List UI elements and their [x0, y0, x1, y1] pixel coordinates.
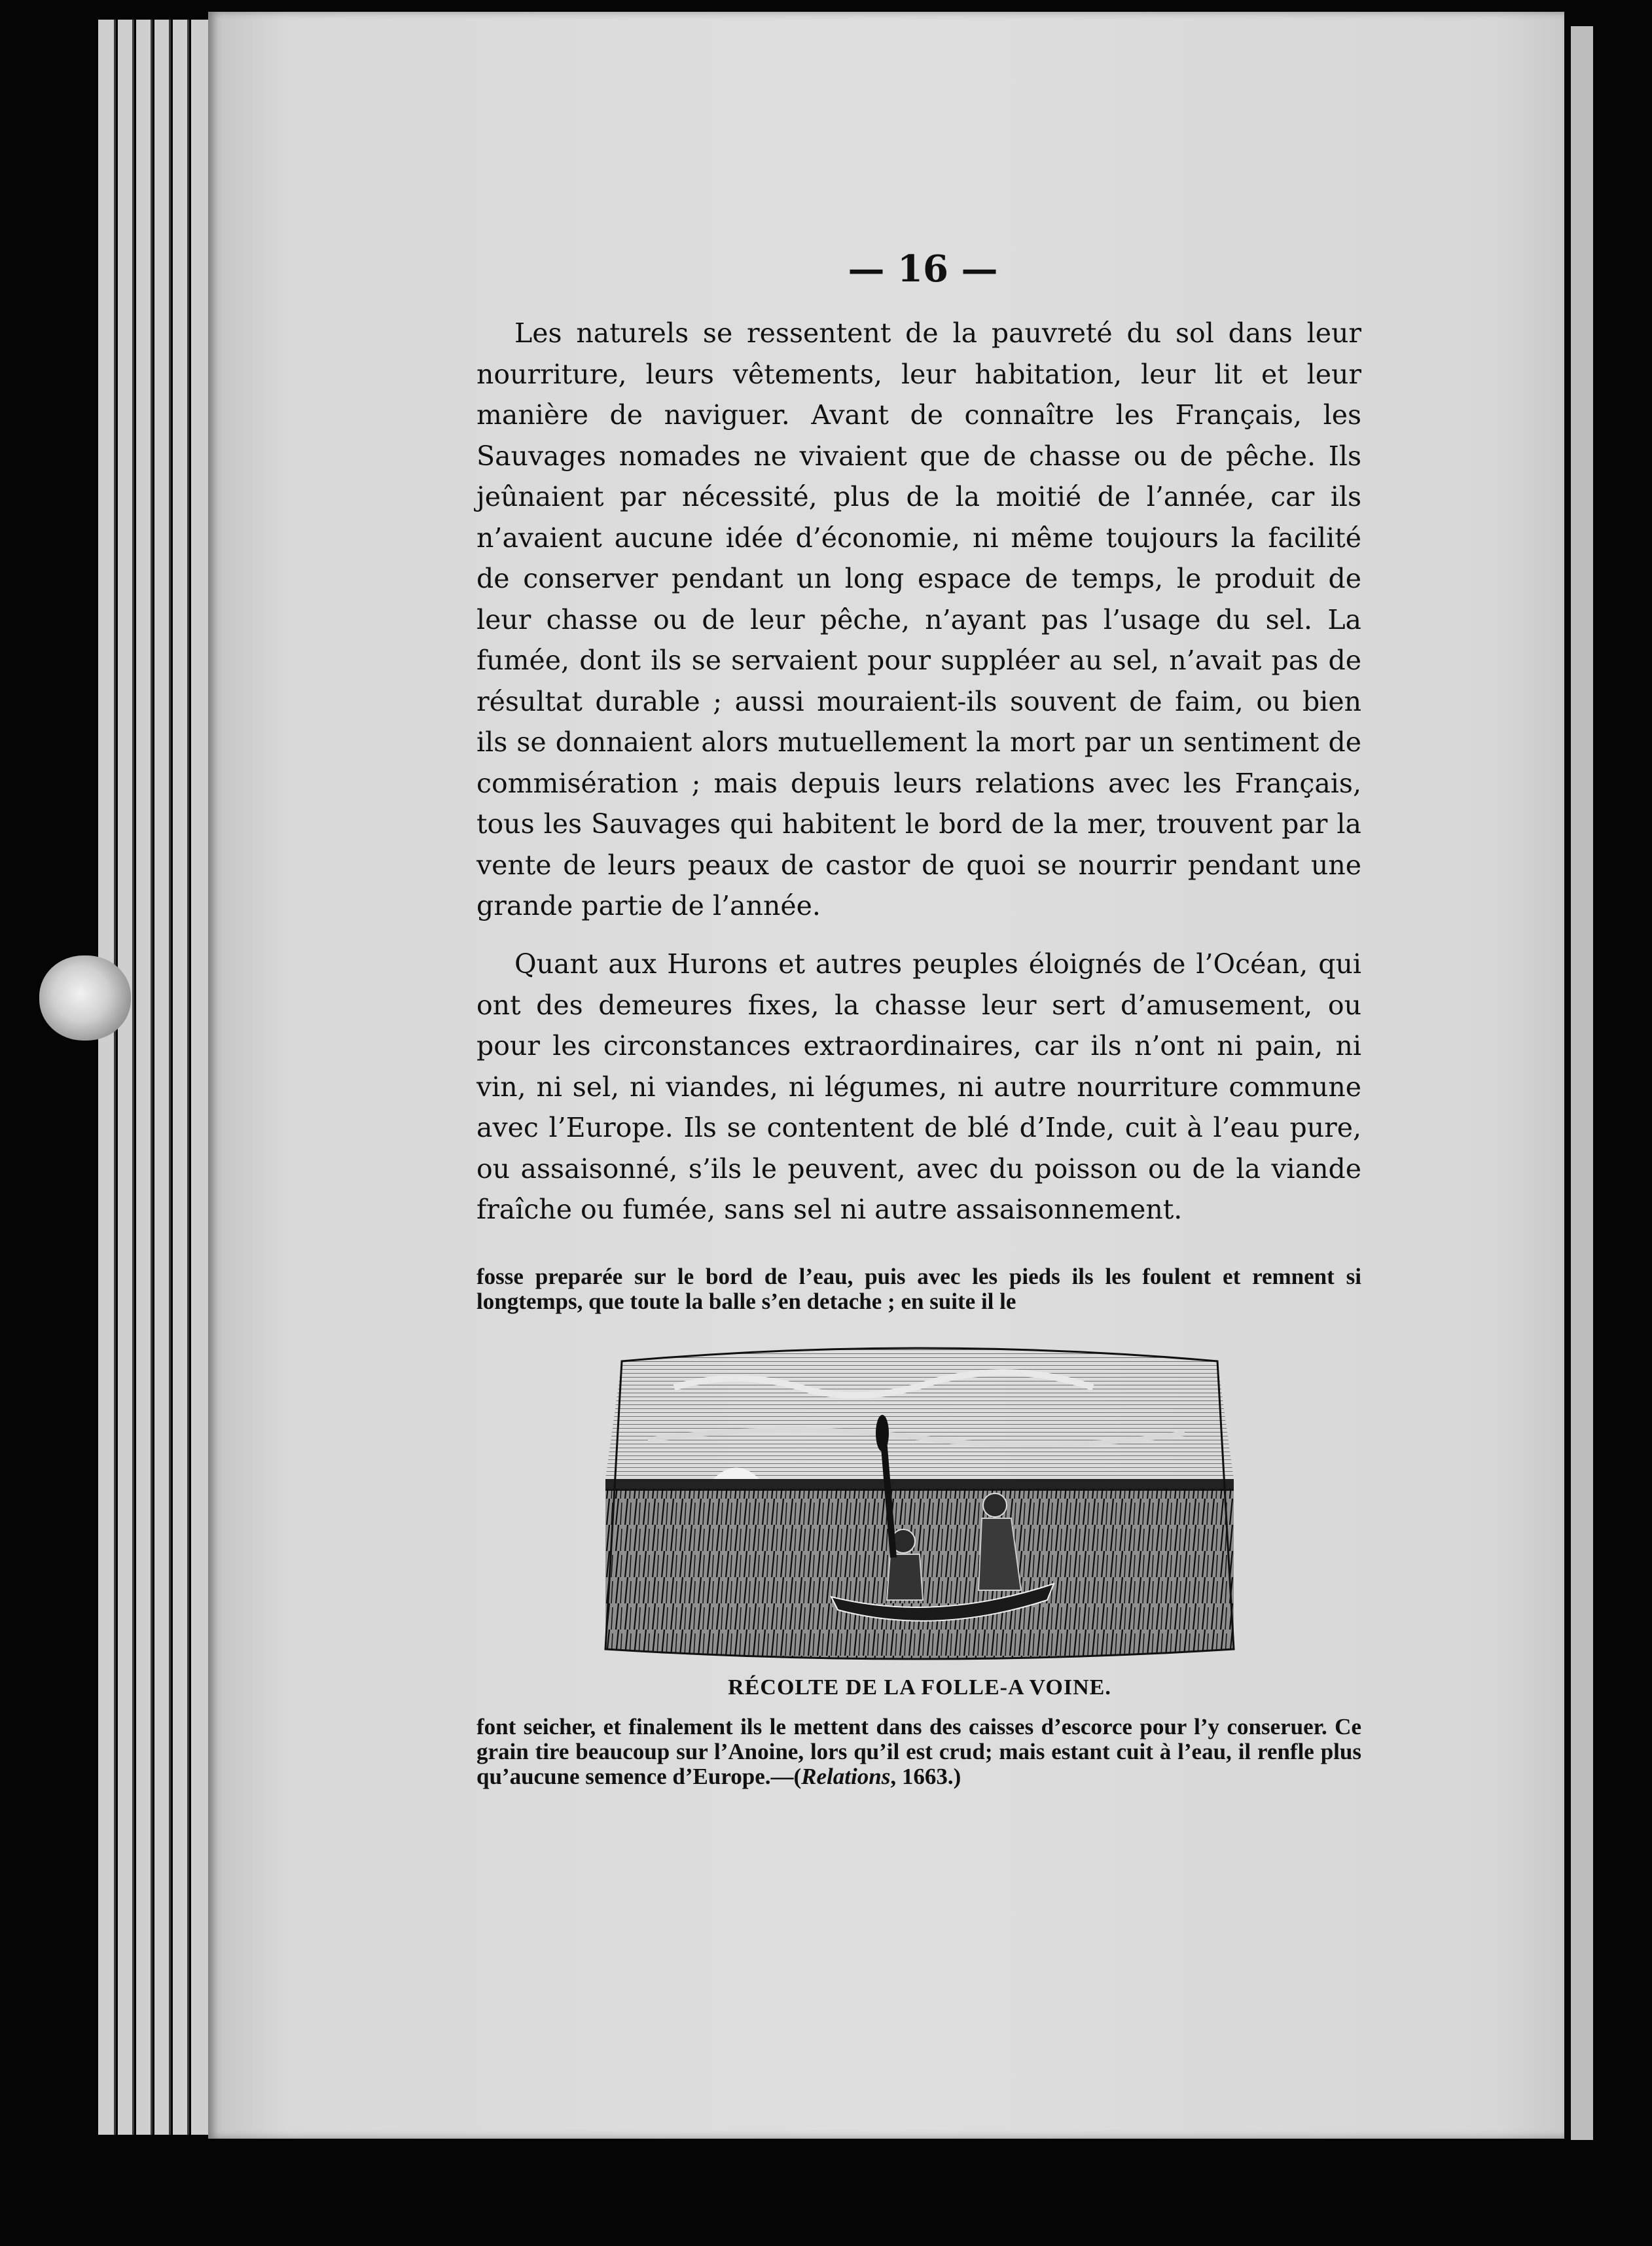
paragraph-text: Quant aux Hurons et autres peuples éloignés de l’Océan, qui ont des demeures fixes, la chasse leur sert d’amusement, ou pour les circonstances extraordinaires, car ils n’ont ni pain, ni vin, ni sel, ni viandes, ni légumes, ni autre nourriture commune avec l’Europe. Ils se contentent de blé d’Inde, cuit à l’eau pure, ou assaisonné, s’ils le peuvent, avec du poisson ou de la viande fraîche ou fumée, sans sel ni autre assaisonnement. [476, 948, 1361, 1225]
body-paragraph-2 [476, 944, 1361, 1230]
page-edge [136, 20, 153, 2135]
right-page-edge [1571, 26, 1593, 2140]
harvester-head [983, 1493, 1007, 1517]
harvester-body [887, 1554, 923, 1600]
quotation-note-top: fosse preparée sur le bord de l’eau, puis avec les pieds ils les foulent et remnent si longtemps, que toute la balle s’en detache ; en suite il le [476, 1264, 1361, 1314]
paragraph-text: Les naturels se ressentent de la pauvreté du sol dans leur nourriture, leurs vêtements, leur habitation, leur lit et leur manière de naviguer. Avant de connaître les Français, les Sauvages nomades ne vivaient que de chasse ou de pêche. Ils jeûnaient par nécessité, plus de la moitié de l’année, car ils n’avaient aucune idée d’économie, ni même toujours la facilité de conserver pendant un long espace de temps, le produit de leur chasse ou de leur pêche, n’ayant pas l’usage du sel. La fumée, dont ils se servaient pour suppléer au sel, n’avait pas de résultat durable ; aussi mouraient-ils souvent de faim, ou bien ils se donnaient alors mutuellement la mort par un sentiment de commisération ; mais depuis leurs relations avec les Français, tous les Sauvages qui habitent le bord de la mer, trouvent par la vente de leurs peaux de castor de quoi se nourrir pendant une grande partie de l’année. [476, 317, 1361, 921]
body-paragraph-1 [476, 313, 1361, 927]
source-title: Relations [801, 1764, 891, 1789]
page-edge [98, 20, 116, 2135]
paddle-blade [876, 1415, 889, 1452]
page-edge [118, 20, 134, 2135]
page-edge [154, 20, 171, 2135]
paper-stain [39, 955, 131, 1041]
engraving-illustration [596, 1342, 1244, 1675]
page-number: — 16 — [848, 247, 998, 291]
source-year: , 1663.) [890, 1764, 961, 1789]
quotation-note-bottom [476, 1715, 1361, 1789]
sky-hatching [605, 1348, 1234, 1479]
figure-caption: RÉCOLTE DE LA FOLLE-A VOINE. [728, 1675, 1111, 1700]
page-edge [173, 20, 189, 2135]
note-text: font seicher, et finalement ils le mettent dans des caisses d’escorce pour l’y conseruer. Ce grain tire beaucoup sur l’Anoine, lors qu’il est crud; mais estant cuit à l’eau, il renfle plus qu’aucune semence d’Europe.—( [476, 1714, 1361, 1789]
